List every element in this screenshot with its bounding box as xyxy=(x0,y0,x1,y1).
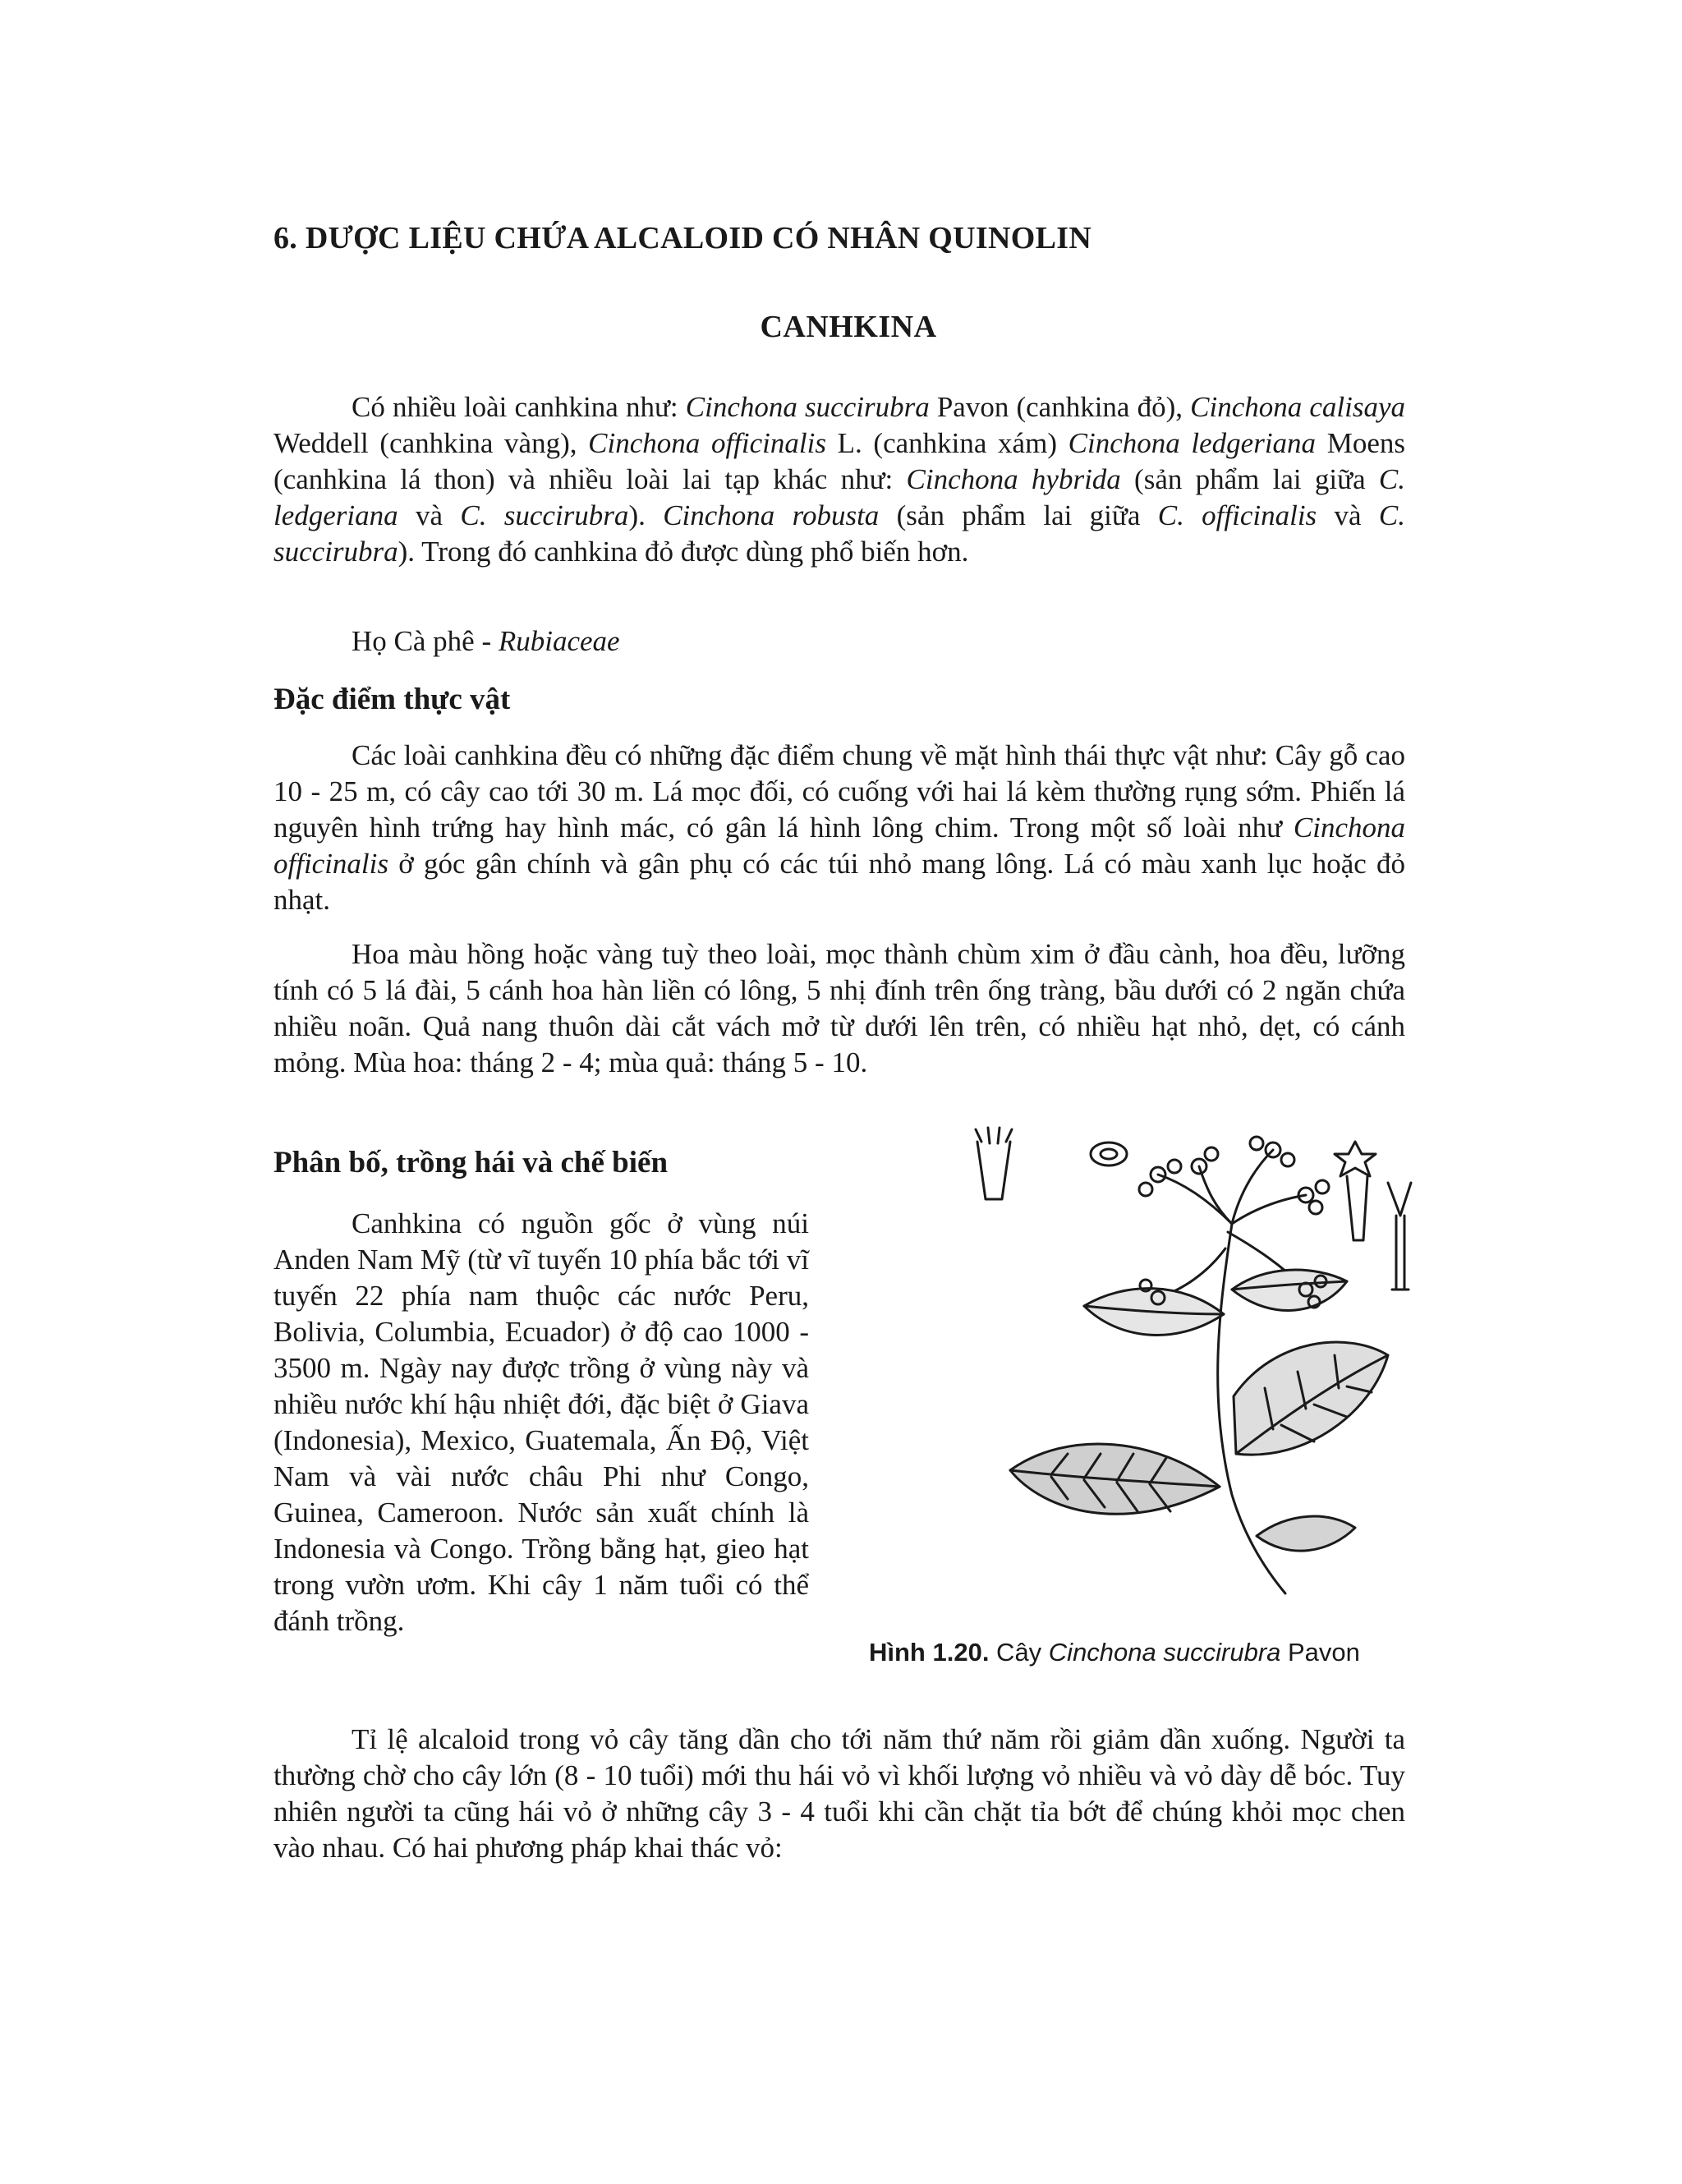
italic-term: C. officinalis xyxy=(1157,499,1317,531)
text-run: và xyxy=(1317,499,1379,531)
harvest-paragraph xyxy=(273,1722,1405,1866)
text-run: (sản phẩm lai giữa xyxy=(879,499,1158,531)
text-run: ). Trong đó canhkina đỏ được dùng phổ biến hơn. xyxy=(398,536,969,568)
text-run: Pavon (canhkina đỏ), xyxy=(929,391,1191,423)
heading-distribution: Phân bố, trồng hái và chế biến xyxy=(273,1146,669,1179)
family-line xyxy=(273,623,1405,660)
italic-term: Rubiaceae xyxy=(498,625,620,657)
intro-paragraph xyxy=(273,389,1405,570)
italic-term: Cinchona hybrida xyxy=(906,463,1121,495)
text-run: Canhkina có nguồn gốc ở vùng núi Anden Nam Mỹ (từ vĩ tuyến 10 phía bắc tới vĩ tuyến 22 phía nam thuộc các nước Peru, Bolivia, Columbia, Ecuador) ở độ cao 1000 - 3500 m. Ngày nay được trồng ở vùng này và nhiều nước khí hậu nhiệt đới, đặc biệt ở Giava (Indonesia), Mexico, Guatemala, Ấn Độ, Việt Nam và vài nước châu Phi như Congo, Guinea, Cameroon. Nước sản xuất chính là Indonesia và Congo. Trồng bằng hạt, gieo hạt trong vườn ươm. Khi cây 1 năm tuổi có thể đánh trồng. xyxy=(273,1207,809,1637)
italic-term: Cinchona ledgeriana xyxy=(1068,427,1317,459)
italic-term: C. succirubra xyxy=(460,499,629,531)
text-run: (sản phẩm lai giữa xyxy=(1120,463,1379,495)
caption-species: Cinchona succirubra xyxy=(1048,1638,1281,1667)
cinchona-plant-illustration xyxy=(961,1125,1421,1610)
text-run: Tỉ lệ alcaloid trong vỏ cây tăng dần cho tới năm thứ năm rồi giảm dần xuống. Người ta thường chờ cho cây lớn (8 - 10 tuổi) mới thu hái vỏ vì khối lượng vỏ nhiều và vỏ dày dễ bóc. Tuy nhiên người ta cũng hái vỏ ở những cây 3 - 4 tuổi khi cần chặt tỉa bớt để chúng khỏi mọc chen vào nhau. Có hai phương pháp khai thác vỏ: xyxy=(273,1723,1405,1864)
italic-term: C. ledgeriana xyxy=(273,463,1406,531)
text-run: ở góc gân chính và gân phụ có các túi nhỏ mang lông. Lá có màu xanh lục hoặc đỏ nhạt. xyxy=(273,848,1405,916)
caption-text-2: Pavon xyxy=(1280,1638,1360,1667)
text-run: ). xyxy=(628,499,664,531)
caption-text-1: Cây xyxy=(989,1638,1049,1667)
text-run: Các loài canhkina đều có những đặc điểm chung về mặt hình thái thực vật như: Cây gỗ cao 10 - 25 m, có cây cao tới 30 m. Lá mọc đối, có cuống với hai lá kèm thường rụng sớm. Phiến lá nguyên hình trứng hay hình mác, có gân lá hình lông chim. Trong một số loài như xyxy=(273,739,1405,844)
text-run: Moens (canhkina lá thon) và nhiều loài lai tạp khác như: xyxy=(273,427,1405,495)
text-run: Có nhiều loài canhkina như: xyxy=(352,391,686,423)
main-title: CANHKINA xyxy=(760,310,937,344)
figure-caption xyxy=(869,1638,1360,1667)
italic-term: Cinchona robusta xyxy=(663,499,880,531)
italic-term: Cinchona officinalis xyxy=(273,812,1405,880)
italic-term: Cinchona succirubra xyxy=(685,391,930,423)
distribution-paragraph xyxy=(273,1206,809,1639)
italic-term: Cinchona calisaya xyxy=(1190,391,1406,423)
text-run: và xyxy=(398,499,461,531)
italic-term: Cinchona officinalis xyxy=(588,427,826,459)
figure-label: Hình 1.20. xyxy=(869,1638,990,1667)
text-run: Weddell (canhkina vàng), xyxy=(273,427,589,459)
heading-botany: Đặc điểm thực vật xyxy=(273,683,511,716)
botany-paragraph-1 xyxy=(273,738,1405,918)
section-title: 6. DƯỢC LIỆU CHỨA ALCALOID CÓ NHÂN QUINOLIN xyxy=(273,221,1092,255)
text-run: Họ Cà phê - xyxy=(352,625,499,657)
botany-paragraph-2 xyxy=(273,936,1405,1081)
italic-term: C. succirubra xyxy=(273,499,1405,568)
text-run: Hoa màu hồng hoặc vàng tuỳ theo loài, mọc thành chùm xim ở đầu cành, hoa đều, lưỡng tính có 5 lá đài, 5 cánh hoa hàn liền có lông, 5 nhị đính trên ống tràng, bầu dưới có 2 ngăn chứa nhiều noãn. Quả nang thuôn dài cắt vách mở từ dưới lên trên, có nhiều hạt nhỏ, dẹt, có cánh mỏng. Mùa hoa: tháng 2 - 4; mùa quả: tháng 5 - 10. xyxy=(273,938,1405,1078)
text-run: L. (canhkina xám) xyxy=(825,427,1068,459)
